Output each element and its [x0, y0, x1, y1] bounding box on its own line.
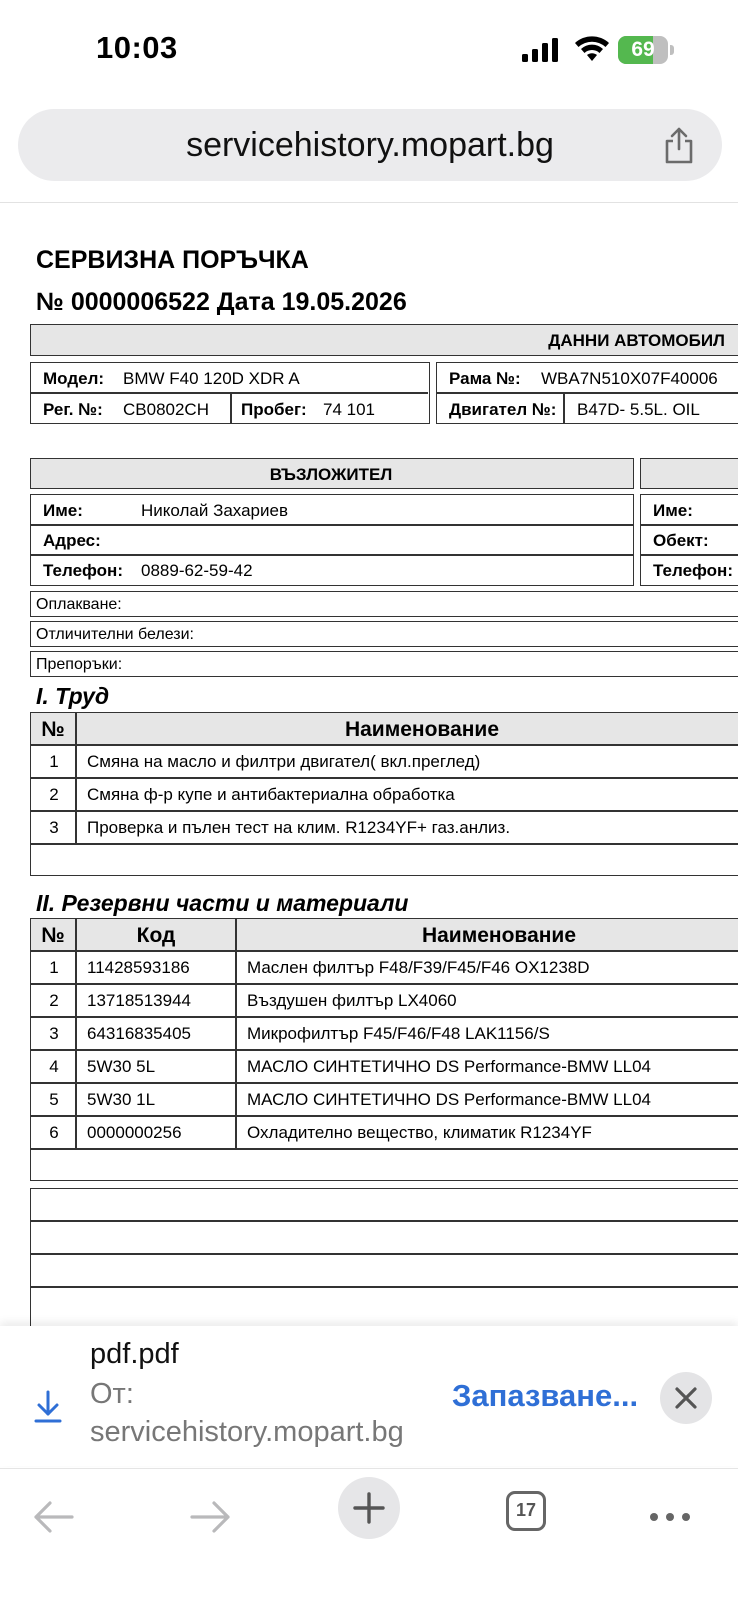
second-party-header [640, 458, 738, 489]
recommendations-row [30, 651, 738, 677]
labor-row-no: 2 [49, 785, 59, 804]
client-address-label: Адрес: [43, 531, 101, 550]
parts-row-code: 11428593186 [87, 958, 190, 977]
more-icon[interactable] [648, 1497, 692, 1537]
marks-label: Отличителни белези: [36, 626, 194, 643]
parts-row-code: 5W30 1L [87, 1090, 156, 1109]
marks-row [30, 621, 738, 647]
client-header-text: ВЪЗЛОЖИТЕЛ [269, 465, 393, 484]
download-filename: pdf.pdf [90, 1338, 179, 1370]
plus-icon [353, 1492, 385, 1524]
share-icon[interactable] [662, 125, 696, 165]
parts-row-name: Маслен филтър F48/F39/F45/F46 OX1238D [247, 958, 590, 977]
parts-row-no: 5 [49, 1090, 59, 1109]
parts-code-header: Код [136, 924, 176, 947]
parts-row-code: 64316835405 [87, 1024, 192, 1043]
bottom-toolbar [0, 1468, 738, 1600]
download-icon [32, 1388, 64, 1424]
battery-icon [618, 36, 674, 64]
parts-section-title: II. Резервни части и материали [36, 890, 409, 916]
labor-section-title: I. Труд [36, 683, 110, 709]
client-header [30, 458, 634, 489]
mileage-label: Пробег: [241, 400, 307, 419]
download-from-label: От: [90, 1378, 134, 1410]
parts-row-code: 0000000256 [87, 1123, 182, 1142]
second-object-label: Обект: [653, 531, 709, 550]
back-arrow-icon[interactable] [32, 1497, 76, 1537]
model-value: BMW F40 120D XDR A [123, 369, 300, 388]
mileage-value: 74 101 [323, 400, 375, 419]
tab-switcher-button[interactable]: 17 [506, 1491, 546, 1531]
car-data-left [30, 362, 430, 424]
parts-row-name: МАСЛО СИНТЕТИЧНО DS Performance-BMW LL04 [247, 1057, 651, 1076]
parts-row-name: Охладително вещество, климатик R1234YF [247, 1123, 592, 1142]
client-phone-value: 0889-62-59-42 [141, 561, 253, 580]
parts-row-code: 13718513944 [87, 991, 192, 1010]
client-phone-label: Телефон: [43, 561, 123, 580]
client-name-label: Име: [43, 501, 83, 520]
status-time: 10:03 [96, 30, 178, 65]
download-banner [0, 1326, 738, 1466]
parts-row-no: 3 [49, 1024, 59, 1043]
pdf-document[interactable] [0, 204, 738, 1326]
download-host: servicehistory.mopart.bg [90, 1416, 404, 1448]
document-title: СЕРВИЗНА ПОРЪЧКА [36, 246, 309, 274]
forward-arrow-icon[interactable] [188, 1497, 232, 1537]
wifi-icon [574, 35, 610, 63]
parts-table [30, 918, 738, 1181]
battery-percent: 69 [631, 38, 655, 61]
close-icon [674, 1386, 698, 1410]
model-label: Модел: [43, 369, 105, 388]
frame-value: WBA7N510X07F40006 [541, 369, 718, 388]
parts-row-no: 1 [49, 958, 59, 977]
status-bar [0, 0, 738, 100]
labor-row-no: 3 [49, 818, 59, 837]
second-phone-label: Телефон: [653, 561, 733, 580]
labor-row-name: Смяна ф-р купе и антибактериална обработка [87, 785, 455, 804]
labor-row-no: 1 [49, 752, 59, 771]
url-text: servicehistory.mopart.bg [186, 126, 554, 164]
engine-value: B47D- 5.5L. OIL [577, 400, 700, 419]
close-download-button[interactable] [660, 1372, 712, 1424]
address-bar[interactable] [18, 109, 722, 181]
new-tab-button[interactable] [338, 1477, 400, 1539]
engine-label: Двигател №: [449, 400, 557, 419]
second-name-label: Име: [653, 501, 693, 520]
labor-row-name: Проверка и пълен тест на клим. R1234YF+ газ.анлиз. [87, 818, 511, 837]
complaint-row [30, 591, 738, 617]
parts-row-no: 2 [49, 991, 59, 1010]
save-button[interactable]: Запазване... [452, 1378, 639, 1413]
parts-row-no: 6 [49, 1123, 59, 1142]
totals-table [30, 1188, 738, 1326]
second-party-data [640, 494, 738, 586]
toolbar-divider [0, 202, 738, 203]
parts-no-header: № [41, 924, 65, 947]
recommendations-label: Препоръки: [36, 656, 123, 673]
cellular-signal-icon [522, 38, 560, 62]
frame-label: Рама №: [449, 369, 521, 388]
labor-row-name: Смяна на масло и филтри двигател( вкл.преглед) [87, 752, 481, 771]
parts-row-name: Въздушен филтър LX4060 [247, 991, 457, 1010]
complaint-label: Оплакване: [36, 596, 122, 613]
parts-row-code: 5W30 5L [87, 1057, 156, 1076]
order-number-date: № 0000006522 Дата 19.05.2026 [36, 288, 407, 316]
labor-table [30, 712, 738, 876]
labor-name-header: Наименование [344, 718, 500, 741]
labor-no-header: № [41, 718, 65, 741]
car-data-right [436, 362, 738, 424]
parts-row-name: МАСЛО СИНТЕТИЧНО DS Performance-BMW LL04 [247, 1090, 651, 1109]
parts-row-no: 4 [49, 1057, 59, 1076]
car-data-header [30, 324, 738, 356]
client-name-value: Николай Захариев [141, 501, 288, 520]
client-data [30, 494, 634, 586]
car-data-header-text: ДАННИ АВТОМОБИЛ [548, 331, 725, 350]
reg-label: Рег. №: [43, 400, 103, 419]
reg-value: CB0802CH [123, 400, 209, 419]
parts-row-name: Микрофилтър F45/F46/F48 LAK1156/S [247, 1024, 550, 1043]
parts-name-header: Наименование [421, 924, 577, 947]
